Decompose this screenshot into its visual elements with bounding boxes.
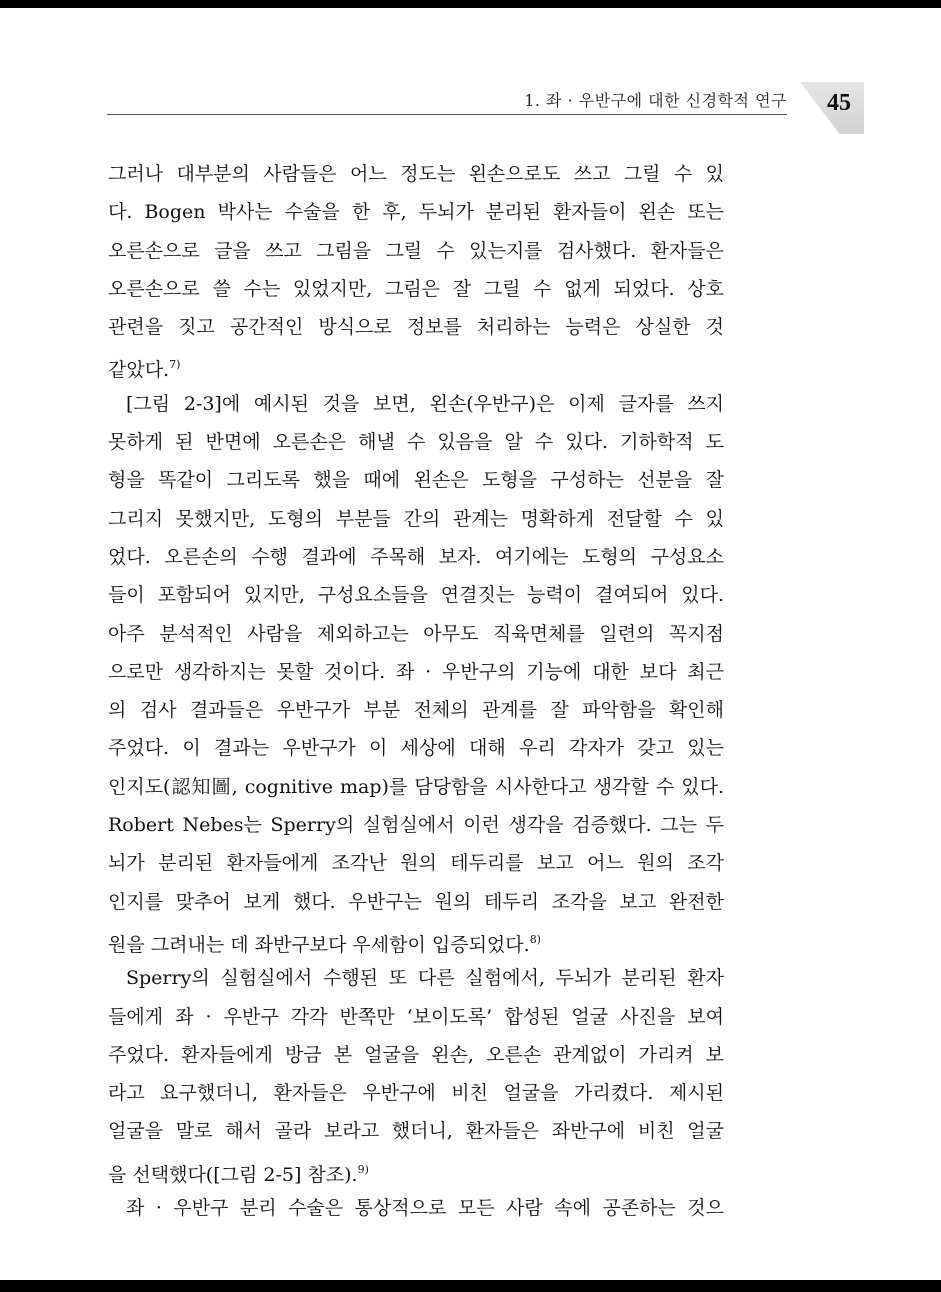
top-border [0, 0, 941, 8]
text-line: 좌 · 우반구 분리 수술은 통상적으로 모든 사람 속에 공존하는 것으 [126, 1197, 724, 1220]
text-line: 인지도(認知圖, cognitive map)를 담당함을 시사한다고 생각할 수 있다. [108, 775, 724, 798]
text-line: 들에게 좌 · 우반구 각각 반쪽만 ‘보이도록’ 합성된 얼굴 사진을 보여 [108, 1005, 724, 1028]
text-line: 주었다. 이 결과는 우반구가 이 세상에 대해 우리 각자가 갖고 있는 [108, 737, 724, 760]
text-line: 인지를 맞추어 보게 했다. 우반구는 원의 테두리 조각을 보고 완전한 [108, 890, 724, 913]
text-line: Robert Nebes는 Sperry의 실험실에서 이런 생각을 검증했다. 그는 두 [108, 814, 724, 837]
footnote-marker: 7) [169, 358, 181, 372]
text-line: 라고 요구했더니, 환자들은 우반구에 비친 얼굴을 가리켰다. 제시된 [108, 1082, 724, 1105]
text-line-content: 을 선택했다([그림 2-5] 참조). [108, 1163, 358, 1186]
text-line: Sperry의 실험실에서 수행된 또 다른 실험에서, 두뇌가 분리된 환자 [126, 967, 724, 990]
text-line: 뇌가 분리된 환자들에게 조각난 원의 테두리를 보고 어느 원의 조각 [108, 852, 724, 875]
text-line-content: 같았다. [108, 359, 170, 382]
text-line: [그림 2-3]에 예시된 것을 보면, 왼손(우반구)은 이제 글자를 쓰지 [126, 392, 724, 415]
text-line: 의 검사 결과들은 우반구가 부분 전체의 관계를 잘 파악함을 확인해 [108, 699, 724, 722]
running-header: 1. 좌 · 우반구에 대한 신경학적 연구 [107, 88, 787, 115]
page-number: 45 [827, 90, 851, 116]
text-line [108, 346, 724, 384]
paragraph [108, 959, 724, 1189]
paragraph [108, 385, 724, 959]
text-line: 얼굴을 말로 해서 골라 보라고 했더니, 환자들은 좌반구에 비친 얼굴 [108, 1120, 724, 1143]
text-line [108, 921, 724, 959]
text-line: 오른손으로 쓸 수는 있었지만, 그림은 잘 그릴 수 없게 되었다. 상호 [108, 277, 724, 300]
text-line-content: 원을 그려내는 데 좌반구보다 우세함이 입증되었다. [108, 933, 530, 956]
text-line: 오른손으로 글을 쓰고 그림을 그릴 수 있는지를 검사했다. 환자들은 [108, 239, 724, 262]
paragraph [108, 1189, 724, 1227]
text-line: 주었다. 환자들에게 방금 본 얼굴을 왼손, 오른손 관계없이 가리켜 보 [108, 1043, 724, 1066]
footnote-marker: 8) [529, 932, 541, 946]
text-line [108, 1151, 724, 1189]
paragraph [108, 155, 724, 385]
text-line: 관련을 짓고 공간적인 방식으로 정보를 처리하는 능력은 상실한 것 [108, 316, 724, 339]
text-line: 으로만 생각하지는 못할 것이다. 좌 · 우반구의 기능에 대한 보다 최근 [108, 660, 724, 683]
bottom-border [0, 1280, 941, 1292]
text-line: 못하게 된 반면에 오른손은 해낼 수 있음을 알 수 있다. 기하학적 도 [108, 431, 724, 454]
footnote-marker: 9) [357, 1162, 369, 1176]
text-line: 었다. 오른손의 수행 결과에 주목해 보자. 여기에는 도형의 구성요소 [108, 545, 724, 568]
text-line: 아주 분석적인 사람을 제외하고는 아무도 직육면체를 일련의 꼭지점 [108, 622, 724, 645]
body-text [108, 155, 724, 1227]
text-line: 들이 포함되어 있지만, 구성요소들을 연결짓는 능력이 결여되어 있다. [108, 584, 724, 607]
text-line: 그리지 못했지만, 도형의 부분들 간의 관계는 명확하게 전달할 수 있 [108, 507, 724, 530]
text-line: 그러나 대부분의 사람들은 어느 정도는 왼손으로도 쓰고 그릴 수 있 [108, 163, 724, 185]
text-line: 다. Bogen 박사는 수술을 한 후, 두뇌가 분리된 환자들이 왼손 또는 [108, 201, 724, 224]
text-line: 형을 똑같이 그리도록 했을 때에 왼손은 도형을 구성하는 선분을 잘 [108, 469, 724, 492]
